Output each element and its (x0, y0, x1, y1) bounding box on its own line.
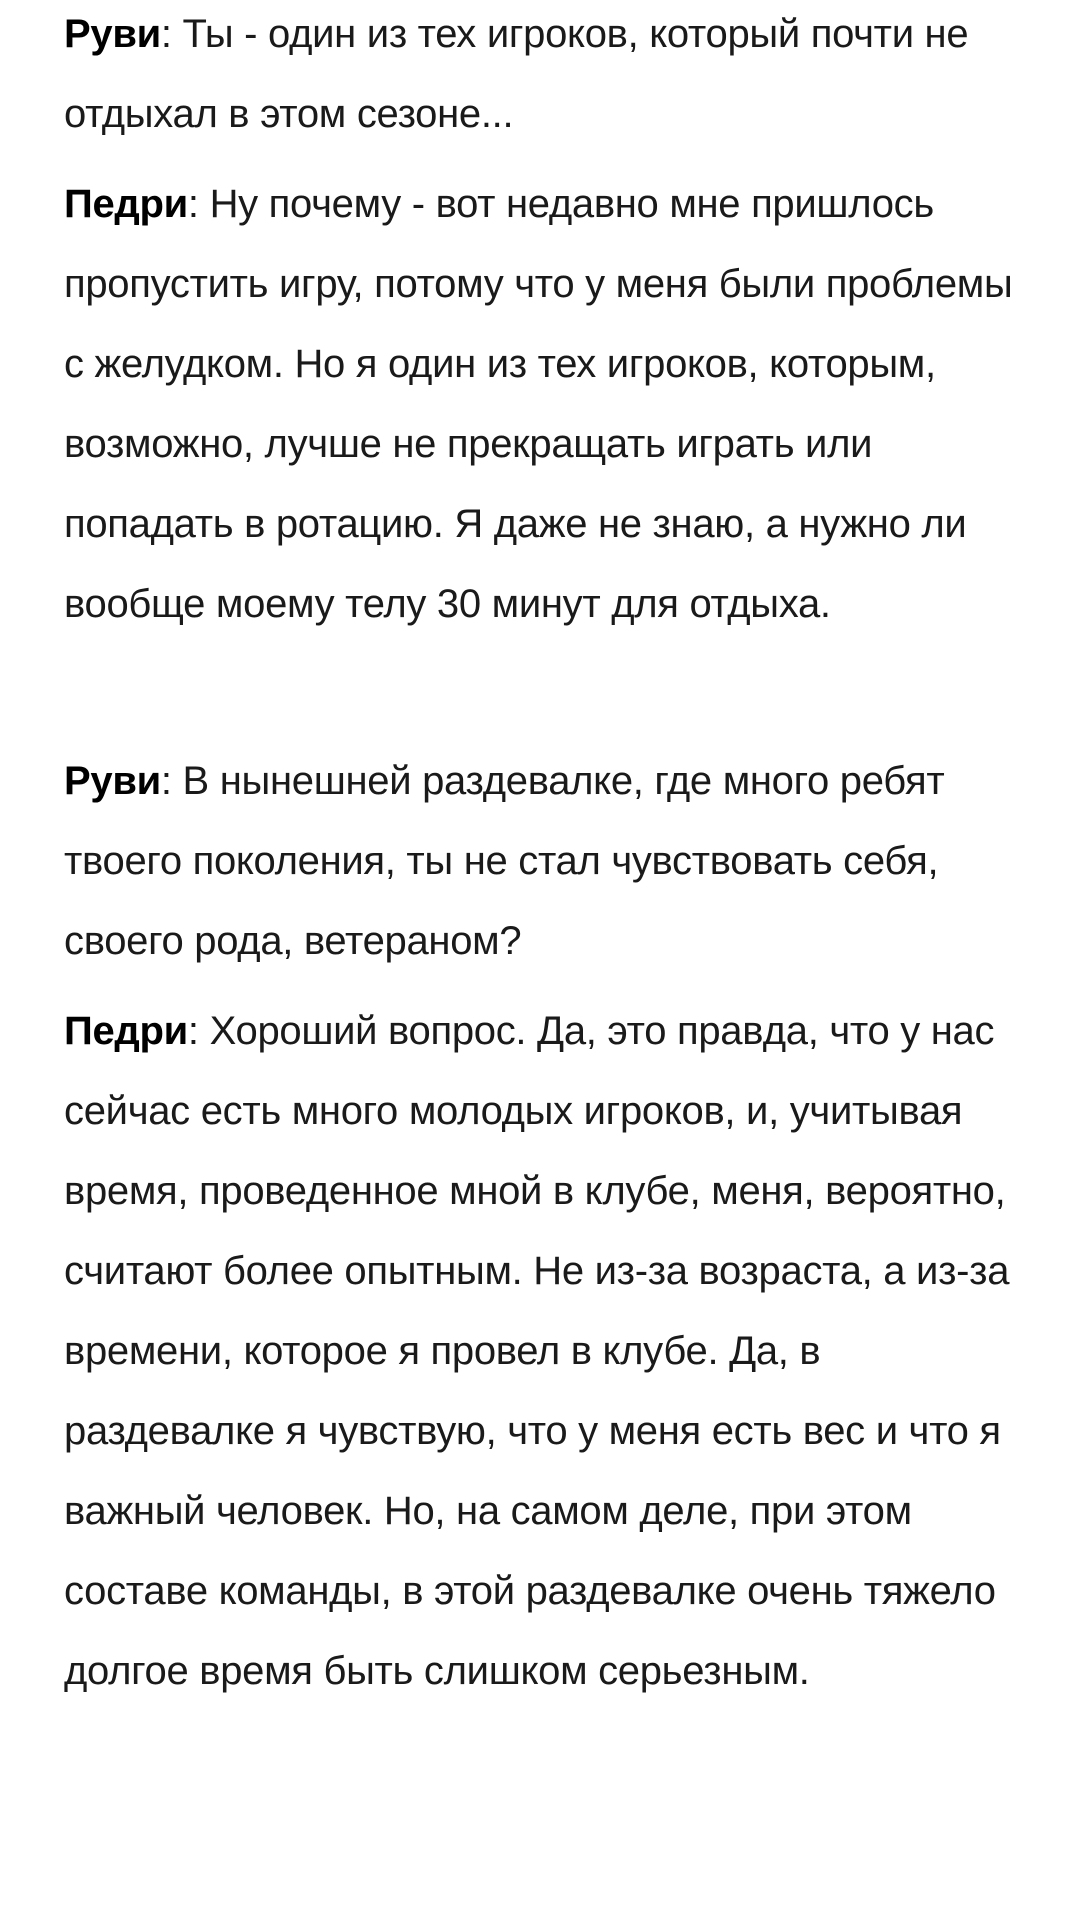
paragraph-text: В нынешней раздевалке, где много ребят твоего поколения, ты не стал чувствовать себя, своего рода, ветераном? (64, 759, 945, 963)
interview-paragraph: Педри: Ну почему - вот недавно мне пришлось пропустить игру, потому что у меня были проблемы с желудком. Но я один из тех игроков, которым, возможно, лучше не прекращать играть или попадать в ротацию. Я даже не знаю, а нужно ли вообще моему телу 30 минут для отдыха. (64, 182, 1013, 626)
speaker-name: Руви (64, 759, 161, 803)
interview-paragraph: Руви: В нынешней раздевалке, где много ребят твоего поколения, ты не стал чувствовать себя, своего рода, ветераном? (64, 759, 945, 963)
paragraph-text: Хороший вопрос. Да, это правда, что у нас сейчас есть много молодых игроков, и, учитывая время, проведенное мной в клубе, меня, вероятно, считают более опытным. Не из-за возраста, а из-за времени, которое я провел в клубе. Да, в раздевалке я чувствую, что у меня есть вес и что я важный человек. Но, на самом деле, при этом составе команды, в этой раздевалке очень тяжело долгое время быть слишком серьезным. (64, 1009, 1010, 1693)
interview-paragraph: Руви: Ты - один из тех игроков, который почти не отдыхал в этом сезоне... (64, 12, 969, 136)
paragraph-text: Ты - один из тех игроков, который почти не отдыхал в этом сезоне... (64, 12, 969, 136)
speaker-name: Педри (64, 1009, 188, 1053)
interview-paragraph: Педри: Хороший вопрос. Да, это правда, что у нас сейчас есть много молодых игроков, и, учитывая время, проведенное мной в клубе, меня, вероятно, считают более опытным. Не из-за возраста, а из-за времени, которое я провел в клубе. Да, в раздевалке я чувствую, что у меня есть вес и что я важный человек. Но, на самом деле, при этом составе команды, в этой раздевалке очень тяжело долгое время быть слишком серьезным. (64, 1009, 1010, 1693)
speaker-name: Педри (64, 182, 188, 226)
interview-article (64, 0, 1024, 1711)
paragraph-text: Ну почему - вот недавно мне пришлось пропустить игру, потому что у меня были проблемы с желудком. Но я один из тех игроков, которым, возможно, лучше не прекращать играть или попадать в ротацию. Я даже не знаю, а нужно ли вообще моему телу 30 минут для отдыха. (64, 182, 1013, 626)
speaker-name: Руви (64, 12, 161, 56)
